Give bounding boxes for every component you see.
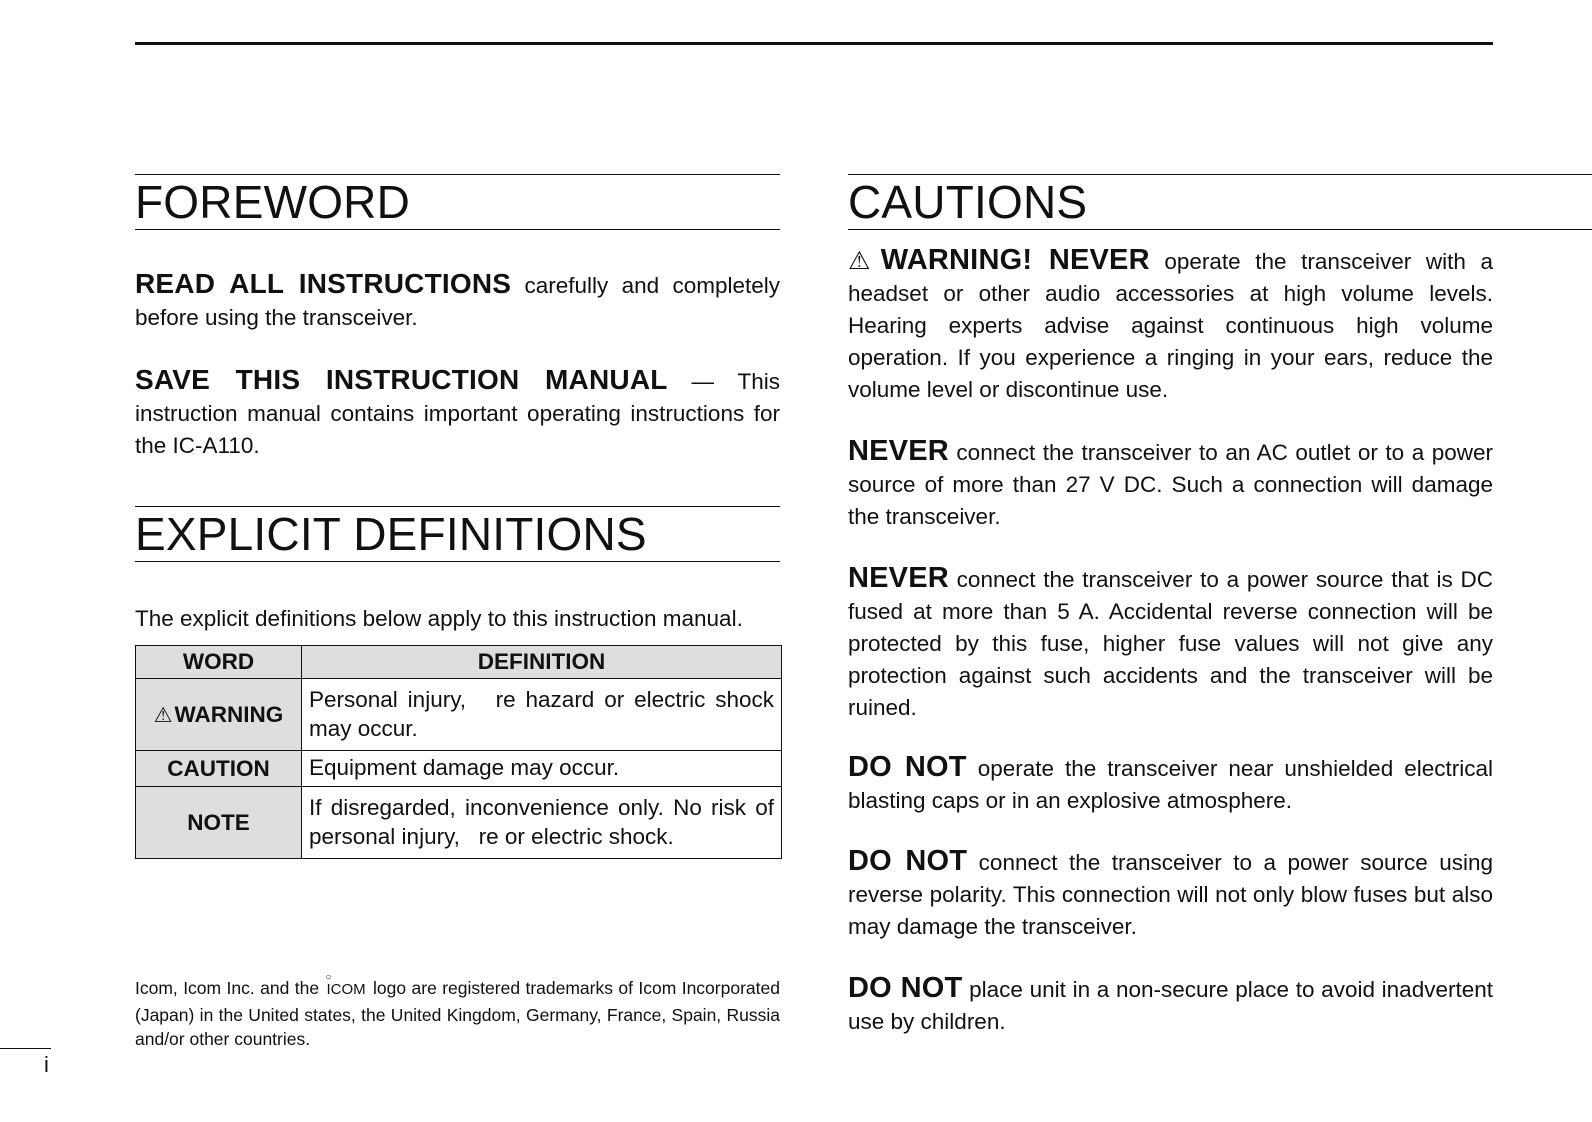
caution-item-children <box>848 972 1493 1038</box>
caution-item-warning-headset <box>848 244 1493 406</box>
caution-item-ac-outlet <box>848 435 1493 533</box>
table-row <box>136 751 782 787</box>
definition-note: If disregarded, inconvenience only. No risk of personal injury, re or electric shock. <box>302 787 782 859</box>
top-rule <box>135 42 1493 45</box>
caution-item-fuse <box>848 562 1493 724</box>
warning-triangle-icon: ⚠ <box>153 703 173 727</box>
caution-text: place unit in a non-secure place to avoid inadvertent use by children. <box>848 977 1493 1034</box>
word-warning: WARNING <box>174 701 284 727</box>
foreword-save-manual <box>135 364 780 462</box>
column-header-definition: DEFINITION <box>302 646 782 679</box>
definition-caution: Equipment damage may occur. <box>302 751 782 787</box>
caution-bold: DO NOT <box>848 751 967 783</box>
caution-text: connect the transceiver to an AC outlet or to a power source of more than 27 V DC. Such a connection will damage the transceiver. <box>848 440 1493 529</box>
cautions-heading: CAUTIONS <box>848 174 1592 230</box>
icom-logo <box>324 972 367 1003</box>
table-header-row <box>136 646 782 679</box>
page-number-rule <box>0 1048 51 1049</box>
trademark-text-end: logo are registered trademarks of Icom Incorporated (Japan) in the United states, the United Kingdom, Germany, France, Spain, Russia and/or other countries. <box>135 978 780 1049</box>
caution-text: operate the transceiver near unshielded electrical blasting caps or in an explosive atmosphere. <box>848 756 1493 813</box>
caution-bold: WARNING! NEVER <box>880 244 1150 276</box>
read-instructions-bold: READ ALL INSTRUCTIONS <box>135 268 512 299</box>
table-row <box>136 787 782 859</box>
caution-text: connect the transceiver to a power source using reverse polarity. This connection will not only blow fuses but also may damage the transceiver. <box>848 850 1493 939</box>
save-manual-text: — This instruction manual contains important operating instructions for the IC-A110. <box>135 369 780 458</box>
caution-bold: NEVER <box>848 562 949 594</box>
page-number: i <box>44 1052 49 1077</box>
word-note: NOTE <box>136 787 302 859</box>
foreword-read-instructions <box>135 268 780 334</box>
word-cell-warning <box>136 679 302 751</box>
logo-ring-icon: ○ <box>325 972 332 983</box>
caution-item-blasting-caps <box>848 751 1493 817</box>
explicit-intro: The explicit definitions below apply to this instruction manual. <box>135 606 743 631</box>
explicit-definitions-heading: EXPLICIT DEFINITIONS <box>135 506 780 562</box>
column-header-word: WORD <box>136 646 302 679</box>
save-manual-bold: SAVE THIS INSTRUCTION MANUAL <box>135 364 668 395</box>
word-caution: CAUTION <box>136 751 302 787</box>
table-row <box>136 679 782 751</box>
definitions-table <box>135 645 782 859</box>
trademark-text-start: Icom, Icom Inc. and the <box>135 978 320 998</box>
caution-bold: DO NOT <box>848 845 968 877</box>
caution-item-reverse-polarity <box>848 845 1493 943</box>
foreword-heading: FOREWORD <box>135 174 780 230</box>
trademark-notice <box>135 972 780 1052</box>
caution-text: connect the transceiver to a power source that is DC fused at more than 5 A. Accidental reverse connection will be protected by this fuse, higher fuse values will not give any protection against such accidents and the transceiver will be ruined. <box>848 567 1493 720</box>
definition-warning: Personal injury, re hazard or electric shock may occur. <box>302 679 782 751</box>
warning-triangle-icon: ⚠ <box>848 247 879 275</box>
caution-bold: NEVER <box>848 435 949 467</box>
icom-logo-text: ICOM <box>326 981 366 998</box>
read-instructions-text: carefully and completely before using the transceiver. <box>135 273 780 330</box>
caution-text: operate the transceiver with a headset or other audio accessories at high volume levels. Hearing experts advise against continuous high volume operation. If you experience a ringing in your ears, reduce the volume level or discontinue use. <box>848 249 1493 402</box>
caution-bold: DO NOT <box>848 972 963 1004</box>
